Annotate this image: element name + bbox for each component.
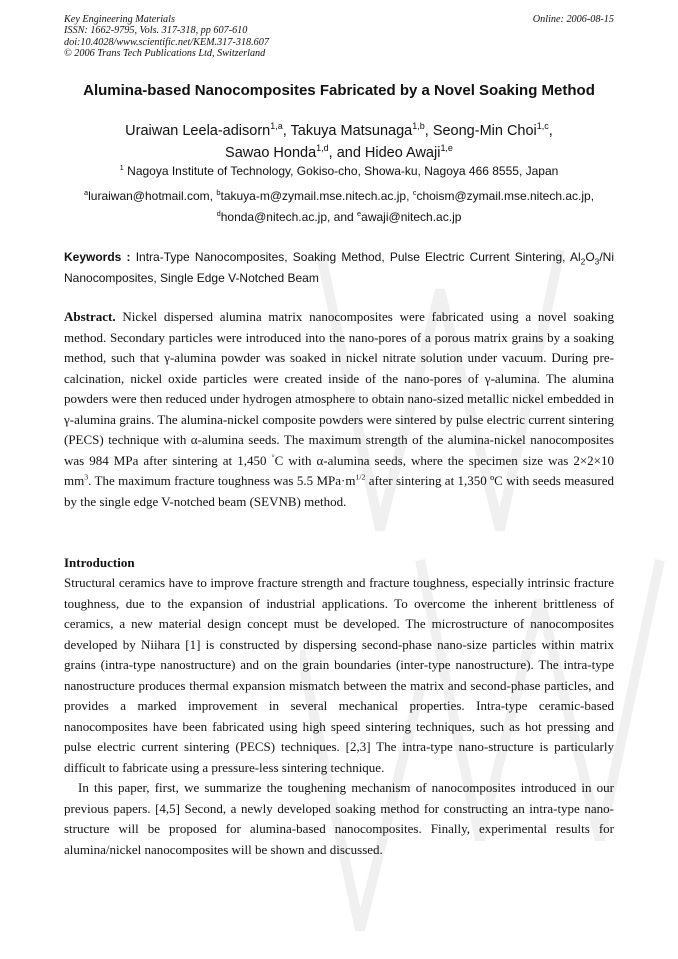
abstract-text: C with α-alumina seeds, where the specimen size was 2×2×10 mm xyxy=(64,452,615,488)
introduction-heading: Introduction xyxy=(64,555,135,570)
abstract-block xyxy=(64,307,614,512)
introduction-paragraph: Structural ceramics have to improve fracture strength and fracture toughness, especially intrinsic fracture toughness, due to the expansion of industrial applications. To overcome the inherent brittleness of ceramics, a new material design concept must be developed. The microstructure of nanocomposites developed by Niihara [1] is constructed by dispersing second-phase nano-size particles within matrix grains (intra-type nanostructure) and on the grain boundaries (inter-type nanostructure). The intra-type nanostructure produces thermal expansion mismatch between the matrix and second-phase particles, and provides a marked improvement in several mechanical properties. Intra-type ceramic-based nanocomposites have been fabricated using high speed sintering techniques, such as hot pressing and pulse electric current sintering (PECS) techniques. [2,3] The intra-type nano-structure is particularly difficult to fabricate using a pressure-less sintering technique. xyxy=(64,575,614,775)
author-affiliation-mark: 1,e xyxy=(440,143,453,154)
abstract-text: . The maximum fracture toughness was 5.5 MPa·m xyxy=(88,473,356,488)
abstract-label: Abstract. xyxy=(64,309,116,324)
author-name: Seong-Min Choi xyxy=(432,123,537,139)
email-separator: , xyxy=(209,189,217,203)
email-separator: , xyxy=(590,189,595,203)
author-separator: , xyxy=(424,123,433,139)
keywords-text: O xyxy=(585,250,595,264)
email-mark: c xyxy=(412,188,417,197)
keywords-subscript: 3 xyxy=(594,256,600,267)
affiliation-mark: 1 xyxy=(119,163,124,172)
author-name: Uraiwan Leela-adisorn xyxy=(125,123,271,139)
online-date: Online: 2006-08-15 xyxy=(532,14,614,25)
email-address[interactable]: honda@nitech.ac.jp xyxy=(220,210,327,224)
email-address[interactable]: luraiwan@hotmail.com xyxy=(88,189,210,203)
email-mark: d xyxy=(216,209,221,218)
email-separator: , and xyxy=(327,210,358,224)
issn-line: ISSN: 1662-9795, Vols. 317-318, pp 607-610 xyxy=(64,25,248,37)
email-mark: e xyxy=(357,209,362,218)
email-address[interactable]: choism@zymail.mse.nitech.ac.jp xyxy=(416,189,591,203)
keywords-label: Keywords : xyxy=(64,250,131,264)
abstract-superscript: 3 xyxy=(84,472,89,482)
email-address[interactable]: takuya-m@zymail.mse.nitech.ac.jp xyxy=(220,189,407,203)
author-list xyxy=(40,120,638,164)
author-affiliation-mark: 1,a xyxy=(270,121,283,132)
author-separator: , xyxy=(282,123,291,139)
author-separator: , xyxy=(548,123,553,139)
journal-name: Key Engineering Materials xyxy=(64,14,175,25)
keywords-block xyxy=(64,247,614,289)
keywords-text: Intra-Type Nanocomposites, Soaking Method, Pulse Electric Current Sintering, Al xyxy=(130,250,581,264)
author-separator: , and xyxy=(328,145,365,161)
abstract-text: Nickel dispersed alumina matrix nanocomposites were fabricated using a novel soaking method. Secondary particles were introduced into the nano-pores of a porous matrix grains by a soaking method, such that γ-alumina powder was soaked in nickel nitrate solution under vacuum. During pre-calcination, nickel oxide particles were created inside of the nano-pores of γ-alumina. The alumina powders were then reduced under hydrogen atmosphere to obtain nano-sized metallic nickel embedded in γ-alumina grains. The alumina-nickel composite powders were sintered by pulse electric current sintering (PECS) technique with α-alumina seeds. The maximum strength of the alumina-nickel nanocomposites was 984 MPa after sintering at 1,450 xyxy=(64,309,614,468)
abstract-text: after sintering at 1,350 ºC with seeds measured by the single edge V-notched beam (SEVNB) method. xyxy=(64,473,615,509)
email-separator: , xyxy=(406,189,413,203)
author-name: Hideo Awaji xyxy=(364,145,441,161)
email-list xyxy=(50,186,628,228)
journal-header xyxy=(64,14,614,59)
author-affiliation-mark: 1,c xyxy=(536,121,549,132)
keywords-subscript: 2 xyxy=(580,256,586,267)
keywords-text: /Ni Nanocomposites, Single Edge V-Notched Beam xyxy=(64,250,614,285)
affiliation-text: Nagoya Institute of Technology, Gokiso-cho, Showa-ku, Nagoya 466 8555, Japan xyxy=(123,164,559,178)
affiliation xyxy=(40,164,638,178)
abstract-superscript: ° xyxy=(271,452,275,462)
email-address[interactable]: awaji@nitech.ac.jp xyxy=(361,210,462,224)
author-affiliation-mark: 1,d xyxy=(316,143,329,154)
email-mark: b xyxy=(216,188,221,197)
email-mark: a xyxy=(83,188,89,197)
author-name: Takuya Matsunaga xyxy=(290,123,413,139)
author-name: Sawao Honda xyxy=(225,145,317,161)
copyright-line: © 2006 Trans Tech Publications Ltd, Switzerland xyxy=(64,47,266,59)
paper-title: Alumina-based Nanocomposites Fabricated by a Novel Soaking Method xyxy=(83,82,595,99)
doi-line: doi:10.4028/www.scientific.net/KEM.317-318.607 xyxy=(64,36,269,48)
introduction-paragraph: In this paper, first, we summarize the toughening mechanism of nanocomposites introduced in our previous papers. [4,5] Second, a newly developed soaking method for constructing an intra-type nano-structure will be proposed for alumina-based nanocomposites. Finally, experimental results for alumina/nickel nanocomposites will be shown and discussed. xyxy=(64,780,614,857)
introduction-body xyxy=(64,573,614,860)
abstract-superscript: 1/2 xyxy=(355,472,366,482)
author-affiliation-mark: 1,b xyxy=(412,121,425,132)
